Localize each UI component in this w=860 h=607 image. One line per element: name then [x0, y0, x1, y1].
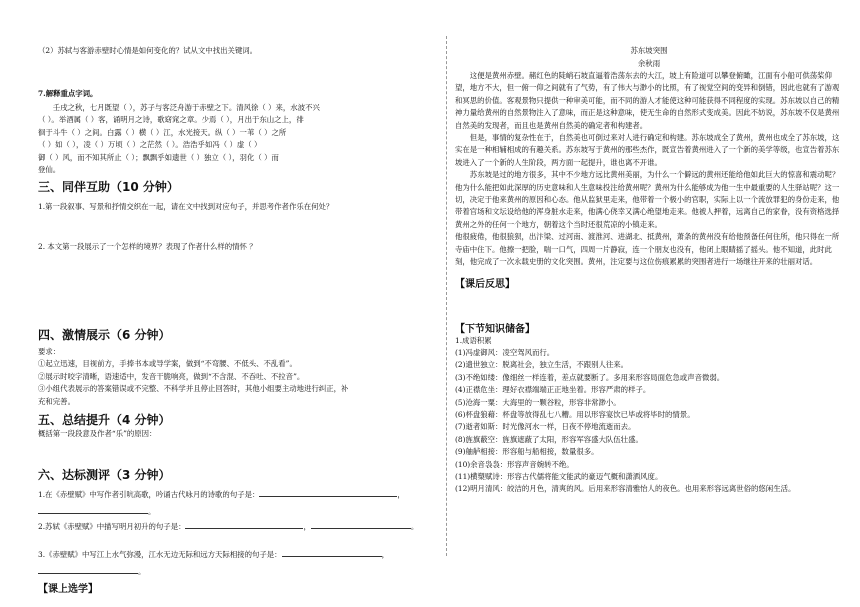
section-6-question-2: 2.苏轼《赤壁赋》中描写明月初升的句子是： ， 。: [38, 522, 419, 531]
idiom-item: (7)逝者如斯：时光像河水一样，日夜不停地流逝而去。: [455, 422, 636, 432]
section-6-question-1-text: 1.在《赤壁赋》中写作者引吭高歌，吟诵古代咏月的诗歌的句子是：: [38, 490, 260, 499]
q7-line-6: 登仙。: [38, 165, 61, 175]
q7-line-1: 壬戌之秋，七月既望（ ），苏子与客泛舟游于赤壁之下。清风徐（ ）来，水波不兴: [52, 103, 320, 112]
answer-blank[interactable]: [282, 548, 382, 557]
article-author: 余秋雨: [637, 59, 661, 68]
answer-blank[interactable]: [259, 488, 397, 497]
idiom-item: (3)不绝如缕：像细丝一样连着，差点就要断了。多用来形容局面危急或声音微弱。: [455, 372, 725, 382]
article-paragraph-3: 苏东坡是过的地方很多，其中不少地方远比黄州美丽，为什么一个僻远的黄州还能给他如此巨大的惊喜和震动呢？他为什么能把如此深厚的历史意味和人生意味投注给黄州呢？黄州为什么能够成为他一生中最重要的人生驿站呢？这一切，决定于他来黄州的原因和心态。他从监狱里走来，他带着一个极小的官职，实际上以一个流放罪犯的身份走来，他带着官场和文坛设给他的浑身脏水走来，他满心侥幸又满心绝望地走来。他被人押着，远离自己的家眷，没有资格选择黄州之外的任何一个地方，朝着这个当时还很荒凉的小镇走来。: [455, 170, 840, 229]
answer-blank[interactable]: [185, 520, 303, 529]
section-4-req-title: 要求：: [38, 347, 61, 356]
section-5-text: 概括第一段段意及作者“乐”的原因：: [38, 429, 157, 438]
article-paragraph-4: 他很疲倦，他很狼狈，出汴梁、过河南、渡淮河、进湖北、抵黄州，萧条的黄州没有给他预备任何住所，他只得在一所寺庙中住下。他擦一把脸，喘一口气，四周一片静寂，连一个朋友也没有，他闭上眼睛摇了摇头。他不知道，此时此刻，他完成了一次永载史册的文化突围。黄州，注定要与这位伤痕累累的突围者进行一场继往开来的壮丽对话。: [455, 232, 840, 267]
idiom-item: (5)沧海一粟：大海里的一颗谷粒，形容非常渺小。: [455, 397, 621, 407]
q7-line-2: （ ）。举酒属（ ）客，诵明月之诗，歌窈窕之章。少焉（ ），月出于东山之上，徘: [38, 115, 304, 125]
section-5-title: 五、总结提升（4 分钟）: [38, 413, 171, 427]
section-3-title: 三、同伴互助（10 分钟）: [38, 180, 179, 194]
idiom-item: (10)余音袅袅：形容声音婉转不绝。: [455, 459, 574, 469]
question-2: （2）苏轼与客游赤壁时心情是如何变化的？试从文中找出关键词。: [38, 46, 258, 55]
answer-blank[interactable]: [38, 505, 148, 514]
idiom-item: (12)明月清风：皎洁的月色，清爽的风。后用来形容清雅怡人的夜色。也用来形容远离世俗的悠闲生活。: [455, 484, 796, 494]
idiom-item: (4)正襟危坐：理好衣襟端端正正地坐着。形容严肃的样子。: [455, 385, 651, 395]
idiom-subtitle: 1.成语积累: [455, 335, 492, 345]
section-4-req-3: ③小组代表展示的答案错误或不完整、不科学并且停止回答时，其他小组要主动地进行纠正，补: [38, 384, 349, 394]
idiom-list: [455, 347, 843, 496]
article-paragraph-2: 但是，事情的复杂性在于，自然美也可倒过来对人进行确定和构建。苏东坡成全了黄州，黄州也成全了苏东坡，这实在是一种相辅相成的有趣关系。苏东坡写于黄州的那些杰作，既宣告着黄州进入了一个新的美学等级，也宣告着苏东坡进入了一个新的人生阶段，两方面一起提升，谁也离不开谁。: [455, 133, 840, 167]
section-6-question-1: 1.在《赤壁赋》中写作者引吭高歌，吟诵古代咏月的诗歌的句子是： ，: [38, 490, 405, 499]
answer-line: 。: [38, 505, 430, 518]
article-title: 苏东坡突围: [630, 46, 668, 55]
answer-line: 。: [38, 565, 430, 578]
idiom-item: (6)杯盘狼藉：杯盘等放得乱七八糟。用以形容宴饮已毕或将毕时的情景。: [455, 409, 695, 419]
section-4-req-4: 充和完善。: [38, 396, 75, 406]
section-6-title: 六、达标测评（3 分钟）: [38, 468, 171, 482]
idiom-item: (9)舳舻相接：形容船与船相接，数量很多。: [455, 447, 599, 457]
q7-line-4: （ ）如（ ），凌（ ）万顷（ ）之茫然（ ）。浩浩乎如冯（ ）虚（ ）: [38, 140, 262, 150]
section-7-title: 7.解释重点字词。: [38, 89, 98, 98]
section-6-question-2-text: 2.苏轼《赤壁赋》中描写明月初升的句子是：: [38, 522, 186, 531]
idiom-item: (1)冯虚御风：凌空驾风而行。: [455, 347, 555, 357]
next-lesson-title: 【下节知识储备】: [455, 323, 535, 335]
idiom-item: (2)遗世独立：脱离社会，独立生活，不跟别人往来。: [455, 360, 629, 370]
section-4-req-2: ②展示时咬字清晰，语速适中，发音干脆响亮，做到“不含混、不吞吐、不拉音”。: [38, 371, 305, 381]
section-4-title: 四、激情展示（6 分钟）: [38, 328, 171, 342]
idiom-item: (8)旌旗蔽空：旌旗遮蔽了太阳，形容军容盛大队伍壮盛。: [455, 434, 643, 444]
answer-blank[interactable]: [311, 520, 411, 529]
section-4-req-1: ①起立迅速，目视前方，手捧书本或导学案，做到“不弯腰、不低头、不乱看”。: [38, 359, 297, 369]
section-3-question-1: 1.第一段叙事、写景和抒情交织在一起，请在文中找到对应句子，并思考作者作乐在何处？: [38, 202, 334, 211]
answer-blank[interactable]: [38, 565, 138, 574]
section-7-class-select-title: 【课上选学】: [38, 584, 98, 595]
article-paragraph-1: 这便是黄州赤壁。赭红色的陡峭石坡直逼着浩荡东去的大江，坡上有险道可以攀登俯瞰，江面有小船可供荡桨仰望，地方不大，但一俯一仰之间就有了气势，有了伟大与渺小的比照，有了视觉空间的变异和倒错，因此也就有了游观和冥思的价值。客观景物只提供一种审美可能，而不同的游人才能使这种可能获得不同程度的实现。苏东坡以自己的精神力量给黄州的自然景物注入了意味，而正是这种意味，使无生命的自然形式变成美。因此不妨说，苏东坡不仅是黄州自然美的发现者，而且也是黄州自然美的确定者和构建者。: [455, 71, 840, 130]
section-6-question-3-text: 3.《赤壁赋》中写江上水气弥漫，江水无边无际和远方天际相接的句子是：: [38, 550, 282, 559]
after-class-reflection-title: 【课后反思】: [455, 278, 515, 290]
q7-line-5: 御（ ）风，而不知其所止（ ）；飘飘乎如遗世（ ）独立（ ），羽化（ ）而: [38, 152, 279, 162]
section-6-question-3: 3.《赤壁赋》中写江上水气弥漫，江水无边无际和远方天际相接的句子是： ，: [38, 550, 389, 559]
right-column: [446, 36, 843, 556]
q7-line-3: 徊于斗牛（ ）之间。白露（ ）横（ ）江，水光接天。纵（ ）一苇（ ）之所: [38, 127, 287, 137]
section-3-question-2: 2. 本文第一段展示了一个怎样的境界？表现了作者什么样的情怀 ？: [38, 242, 257, 251]
idiom-item: (11)横槊赋诗：形容古代儒将能文能武的豪迈气概和潇洒风度。: [455, 471, 663, 481]
